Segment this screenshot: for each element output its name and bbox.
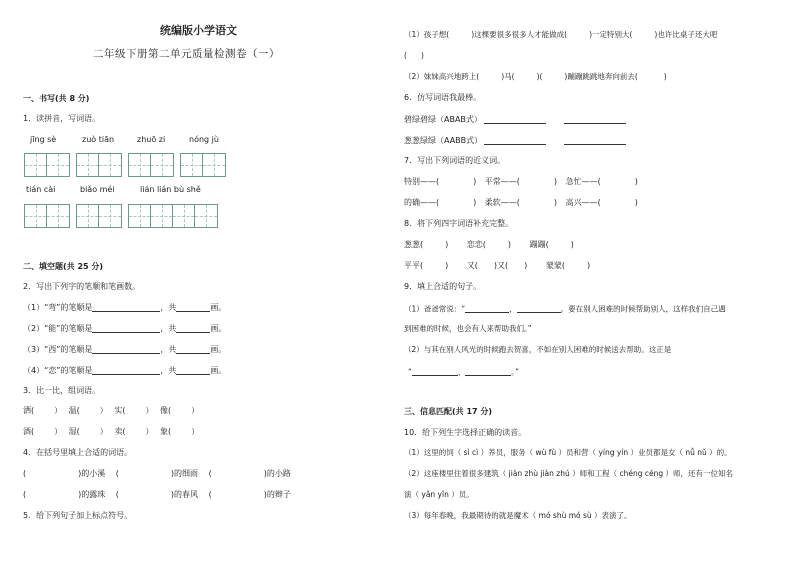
stroke-item: （4）“恋”的笔顺是 ，共 画。 [23,366,227,375]
word-complete-row: 平平( ) 又( )又( ) 蒙蒙( ) [404,261,591,270]
synonym-row: 特别——( ) 平常——( ) 急忙——( ) [404,177,638,186]
pinyin-label: zuò tiān [82,135,115,144]
compare-row: 酒( ） 湿( ） 卖( ） 象( ） [23,427,200,436]
punct-sentence-1: （1）孩子想( )这棵要很多很多人才能做成( )一定特别大( )也许比桌子还大吧 [404,30,718,39]
fill-row: ( )的露珠 ( )的春风 ( )的辫子 [23,490,291,499]
sentence-fill-2: （2）与其在别人风光的时候跑去贺喜，不如在别人困难的时候送去帮助。这正是 [404,345,672,354]
pronunciation-item-2-cont: 演（ yǎn yǐn ）员。 [404,490,474,499]
compare-row: 洒( ） 温( ） 实( ） 像( ） [23,406,200,415]
page-title: 统编版小学语文 [160,24,237,37]
section3-heading: 三、信息匹配(共 17 分) [404,407,493,416]
sentence-fill-1: （1）爸爸常说：“ ， 。要在别人困难的时候帮助别人，这样我们自己遇 [404,304,726,314]
pinyin-label: zhuō zi [137,135,166,144]
pinyin-label: biǎo méi [80,185,115,194]
section2-heading: 二、填空题(共 25 分) [23,262,104,271]
writing-grid[interactable] [76,204,122,228]
writing-grid[interactable] [128,204,218,228]
question-10: 10．给下列生字选择正确的读音。 [404,428,527,437]
sentence-fill-2-cont: “ ， 。” [408,367,520,377]
pinyin-label: tián cài [26,185,56,194]
pronunciation-item-3: （3）每年春晚，我最期待的就是魔术（ mó shù mó sù ）表演了。 [404,511,632,520]
question-6: 6．仿写词语我最棒。 [404,93,482,102]
pronunciation-item-2: （2）这座楼里住着很多建筑（ jiàn zhù jiàn zhú ）师和工程（ chéng céng ）师，还有一位知名 [404,469,734,478]
punct-sentence-1-end: ( ) [404,51,424,60]
fill-row: ( )的小溪 ( )的细雨 ( )的小路 [23,469,291,478]
writing-grid[interactable] [24,153,70,177]
page-subtitle: 二年级下册第二单元质量检测卷（一） [93,48,280,60]
pinyin-label: lián lián bù shě [140,185,201,194]
writing-grid[interactable] [128,153,174,177]
pinyin-label: nóng jù [189,135,219,144]
imitate-aabb: 葱葱绿绿（AABB式） [404,136,626,145]
section1-heading: 一、书写(共 8 分) [23,94,90,103]
writing-grid[interactable] [180,153,226,177]
question-1: 1．读拼音，写词语。 [23,114,101,123]
pinyin-label: jīng sè [30,135,57,144]
question-4: 4．在括号里填上合适的词语。 [23,448,133,457]
pronunciation-item-1: （1）这里的饲（ sì cì ）养员，服务（ wù fù ）员和营（ yíng yín ）业员都是女（ nǚ nǔ ）的。 [404,448,732,457]
synonym-row: 的确——( ) 柔软——( ) 高兴——( ) [404,198,638,207]
question-3: 3．比一比，组词语。 [23,386,101,395]
question-8: 8．将下列四字词语补充完整。 [404,219,514,228]
writing-grid[interactable] [24,204,70,228]
writing-grid[interactable] [76,153,122,177]
question-2: 2．写出下列字的笔顺和笔画数。 [23,282,141,291]
imitate-abab: 碧绿碧绿（ABAB式） [404,115,626,124]
question-9: 9．填上合适的句子。 [404,282,482,291]
question-7: 7．写出下列词语的近义词。 [404,156,506,165]
sentence-fill-1-cont: 到困难的时候，也会有人来帮助我们。” [404,324,532,333]
stroke-item: （3）“西”的笔顺是 ，共 画。 [23,345,227,354]
punct-sentence-2: （2）妹妹高兴地跨上( )马( )( )蹦蹦跳跳地奔向前去( ) [404,72,667,81]
question-5: 5．给下列句子加上标点符号。 [23,511,133,520]
stroke-item: （2）“能”的笔顺是 ，共 画。 [23,324,227,333]
stroke-item: （1）“弯”的笔顺是 ，共 画。 [23,303,227,312]
word-complete-row: 葱葱( ) 恋恋( ) 蹦蹦( ) [404,240,574,249]
